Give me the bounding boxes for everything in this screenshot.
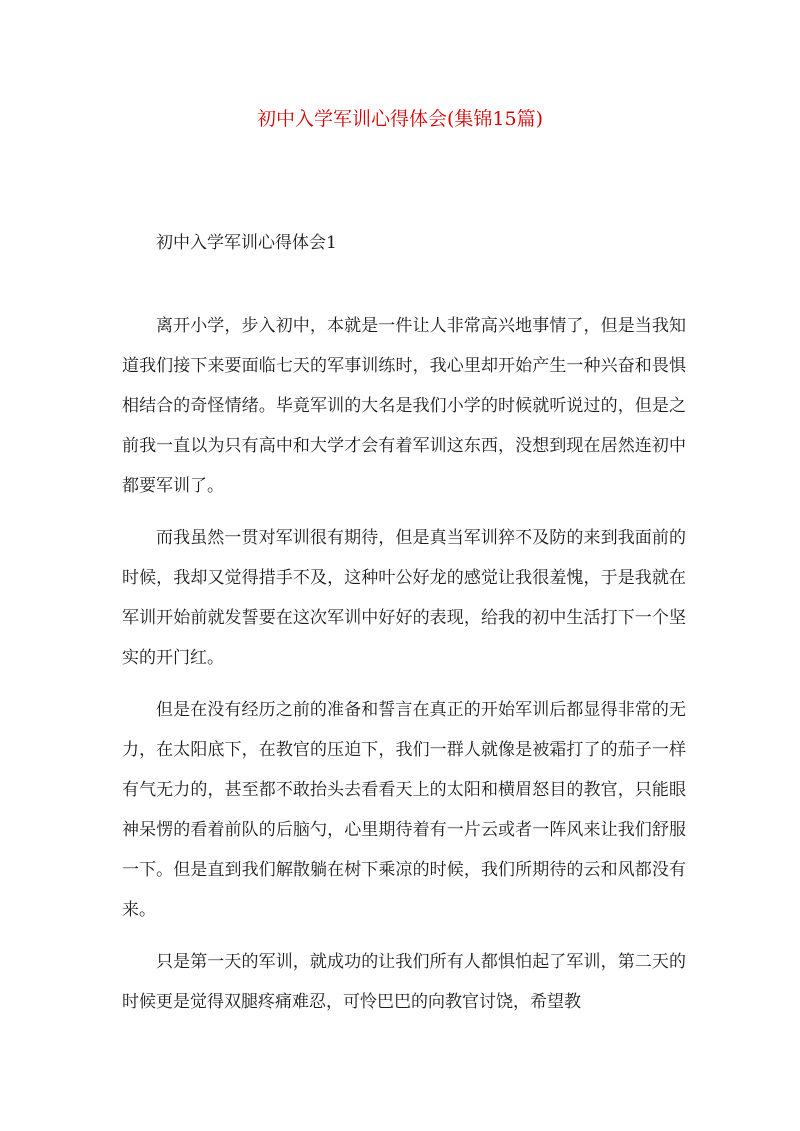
paragraph: 但是在没有经历之前的准备和誓言在真正的开始军训后都显得非常的无力，在太阳底下，在教官的压迫下，我们一群人就像是被霜打了的茄子一样有气无力的，甚至都不敢抬头去看看天上的太阳和横眉怒目的教官，只能眼神呆愣的看着前队的后脑勺，心里期待着有一片云或者一阵风来让我们舒服一下。但是直到我们解散躺在树下乘凉的时候，我们所期待的云和风都没有来。: [122, 700, 686, 920]
document-title: 初中入学军训心得体会(集锦15篇): [256, 108, 543, 130]
body-text: [122, 306, 686, 1034]
paragraph: 离开小学，步入初中，本就是一件让人非常高兴地事情了，但是当我知道我们接下来要面临七天的军事训练时，我心里却开始产生一种兴奋和畏惧相结合的奇怪情绪。毕竟军训的大名是我们小学的时候就听说过的，但是之前我一直以为只有高中和大学才会有着军训这东西，没想到现在居然连初中都要军训了。: [122, 316, 686, 496]
paragraph: 只是第一天的军训，就成功的让我们所有人都惧怕起了军训，第二天的时候更是觉得双腿疼痛难忍，可怜巴巴的向教官讨饶，希望教: [122, 952, 686, 1012]
section-heading: 初中入学军训心得体会1: [156, 233, 337, 253]
paragraph: 而我虽然一贯对军训很有期待，但是真当军训猝不及防的来到我面前的时候，我却又觉得措手不及，这种叶公好龙的感觉让我很羞愧，于是我就在军训开始前就发誓要在这次军训中好好的表现，给我的初中生活打下一个坚实的开门红。: [122, 528, 686, 668]
